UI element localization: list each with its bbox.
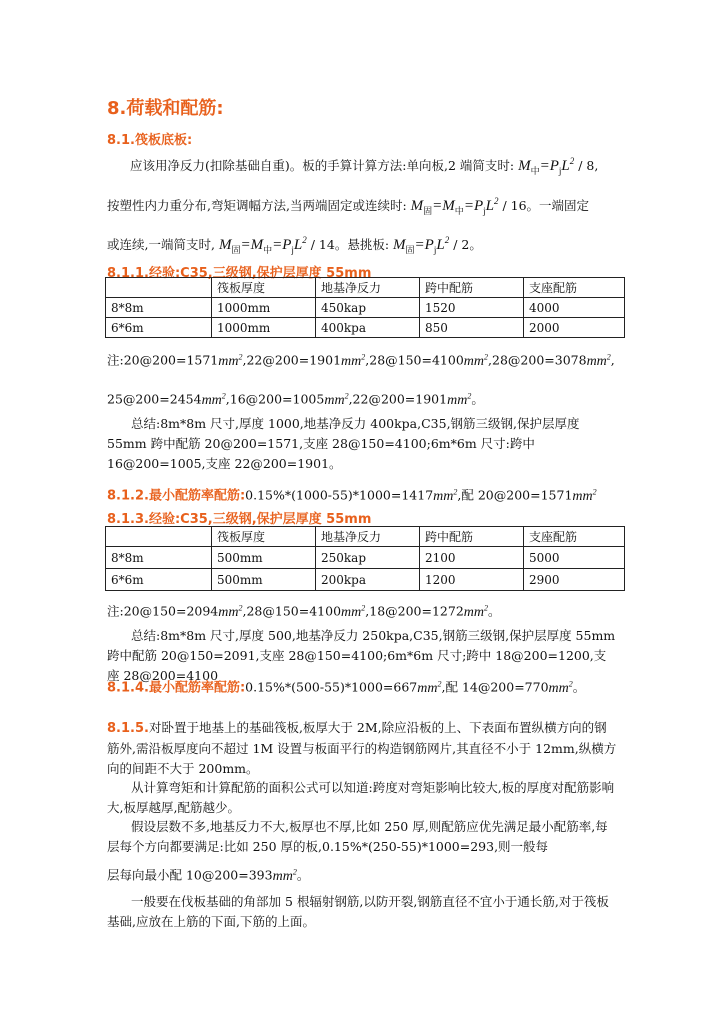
table-row: 6*6m 1000mm 400kpa 850 2000 [106,318,625,338]
formula-line-2: 按塑性内力重分布,弯矩调幅方法,当两端固定或连续时: $M_固=M_中=P_jL^2 / 16$。一端固定 [107,196,590,216]
paragraph-min-ratio: 假设层数不多,地基反力不大,板厚也不厚,比如 250 厚,则配筋应优先满足最小配筋率,每层每个方向都要满足:比如 250 厚的板,0.15%*(250-55)*1000=293,则一般每 [107,819,608,854]
table-row: 8*8m 500mm 250kap 2100 5000 [106,547,625,569]
table-row: 8*8m 1000mm 450kap 1520 4000 [106,298,625,318]
paragraph-8-1-5: 8.1.5.对卧置于地基上的基础筏板,板厚大于 2M,除应沿板的上、下表面布置纵横方向的钢筋外,需沿板厚度向不超过 1M 设置与板面平行的构造钢筋网片,其直径不小于 12mm,纵横方向的间距不大于 200mm。 [107,720,617,776]
formula-fixed-ends: $M_固=M_中=P_jL^2$ [410,196,499,216]
summary-1: 总结:8m*8m 尺寸,厚度 1000,地基净反力 400kpa,C35,钢筋三级钢,保护层厚度 55mm 跨中配筋 20@200=1571,支座 28@150=4100;6m*6m 尺寸:跨中 16@200=1005,支座 22@200=1901。 [107,416,580,471]
paragraph-corner-bars: 一般要在伐板基础的角部加 5 根辐射钢筋,以防开裂,钢筋直径不宜小于通长筋,对于筏板基础,应放在上筋的下面,下筋的上面。 [107,894,609,929]
section-heading-8-1-3: 8.1.3.经验:C35,三级钢,保护层厚度 55mm [107,512,372,527]
table-header-row: 筏板厚度 地基净反力 跨中配筋 支座配筋 [106,527,625,547]
formula-one-fixed: $M_固=M_中=P_jL^2$ [218,235,307,255]
note-1-line-1: 注$:20@200=1571mm^2,22@200=1901mm^2,28@150=4100mm^2,28@200=3078mm^2$, [107,352,615,369]
min-ratio-500: 8.1.4.最小配筋率配筋$:0.15\%*(500-55)*1000=667mm^2$,配 $14@200=770mm^2$。 [107,679,586,696]
note-1-line-2: $25@200=2454mm^2,16@200=1005mm^2,22@200=1901mm^2$。 [107,391,484,408]
table-header-row: 筏板厚度 地基净反力 跨中配筋 支座配筋 [106,278,625,298]
formula-cantilever: $M_固=P_jL^2$ [393,235,450,255]
formula-line-1: 应该用净反力(扣除基础自重)。板的手算计算方法:单向板,2 端简支时: $M_中=P_jL^2 / 8$, [130,156,599,176]
section-heading-8-1-1: 8.1.1.经验:C35,三级钢,保护层厚度 55mm [107,266,372,281]
formula-simple-support: $M_中=P_jL^2$ [518,156,575,176]
note-2: 注$:20@150=2094mm^2,28@150=4100mm^2,18@200=1272mm^2$。 [107,603,501,620]
table-experience-1000 [105,277,625,338]
formula-line-3: 或连续,一端简支时, $M_固=M_中=P_jL^2 / 14$。悬挑板: $M_固=P_jL^2 / 2$。 [107,235,482,255]
section-heading-8-1: 8.1.筏板底板: [107,133,193,148]
paragraph-moment: 从计算弯矩和计算配筋的面积公式可以知道:跨度对弯矩影响比较大,板的厚度对配筋影响大,板厚越厚,配筋越少。 [107,780,615,815]
summary-2: 总结:8m*8m 尺寸,厚度 500,地基净反力 250kpa,C35,钢筋三级钢,保护层厚度 55mm 跨中配筋 20@150=2091,支座 28@150=4100;6m*6m 尺寸;跨中 18@200=1200,支座 28@200=4100 [107,628,616,683]
table-experience-500 [105,526,625,591]
min-ratio-1000: 8.1.2.最小配筋率配筋$:0.15\%*(1000-55)*1000=1417mm^2$,配 $20@200=1571mm^2$ [107,487,597,504]
section-heading-8: 8.荷载和配筋: [107,98,224,119]
paragraph-min-ratio-end: 层每向最小配 $10@200=393mm^2$。 [107,867,310,884]
table-row: 6*6m 500mm 200kpa 1200 2900 [106,569,625,591]
